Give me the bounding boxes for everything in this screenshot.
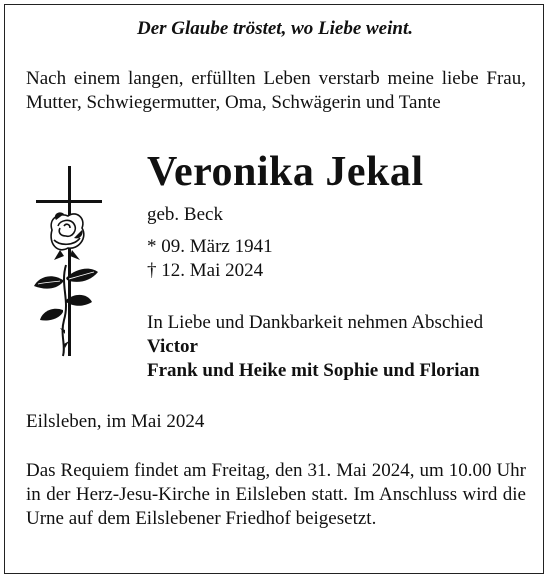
mourner-family: Frank und Heike mit Sophie und Florian bbox=[147, 360, 480, 381]
intro-text: Nach einem langen, erfüllten Leben verstarb meine liebe Frau, Mutter, Schwiegermutter, Oma, Schwägerin und Tante bbox=[26, 68, 526, 113]
deceased-name: Veronika Jekal bbox=[147, 149, 424, 195]
cross-with-rose-icon bbox=[30, 160, 110, 360]
death-date: † 12. Mai 2024 bbox=[147, 260, 264, 281]
birth-date: * 09. März 1941 bbox=[147, 236, 273, 257]
motto: Der Glaube tröstet, wo Liebe weint. bbox=[136, 18, 413, 39]
mourner-name: Victor bbox=[147, 336, 198, 357]
maiden-name: geb. Beck bbox=[147, 204, 223, 225]
farewell-text: In Liebe und Dankbarkeit nehmen Abschied bbox=[147, 312, 484, 333]
place-date: Eilsleben, im Mai 2024 bbox=[26, 411, 205, 432]
service-info: Das Requiem findet am Freitag, den 31. Mai 2024, um 10.00 Uhr in der Herz-Jesu-Kirche in Eilsleben statt. Im Anschluss wird die Urne auf dem Eilslebener Friedhof beigesetzt. bbox=[26, 460, 526, 529]
